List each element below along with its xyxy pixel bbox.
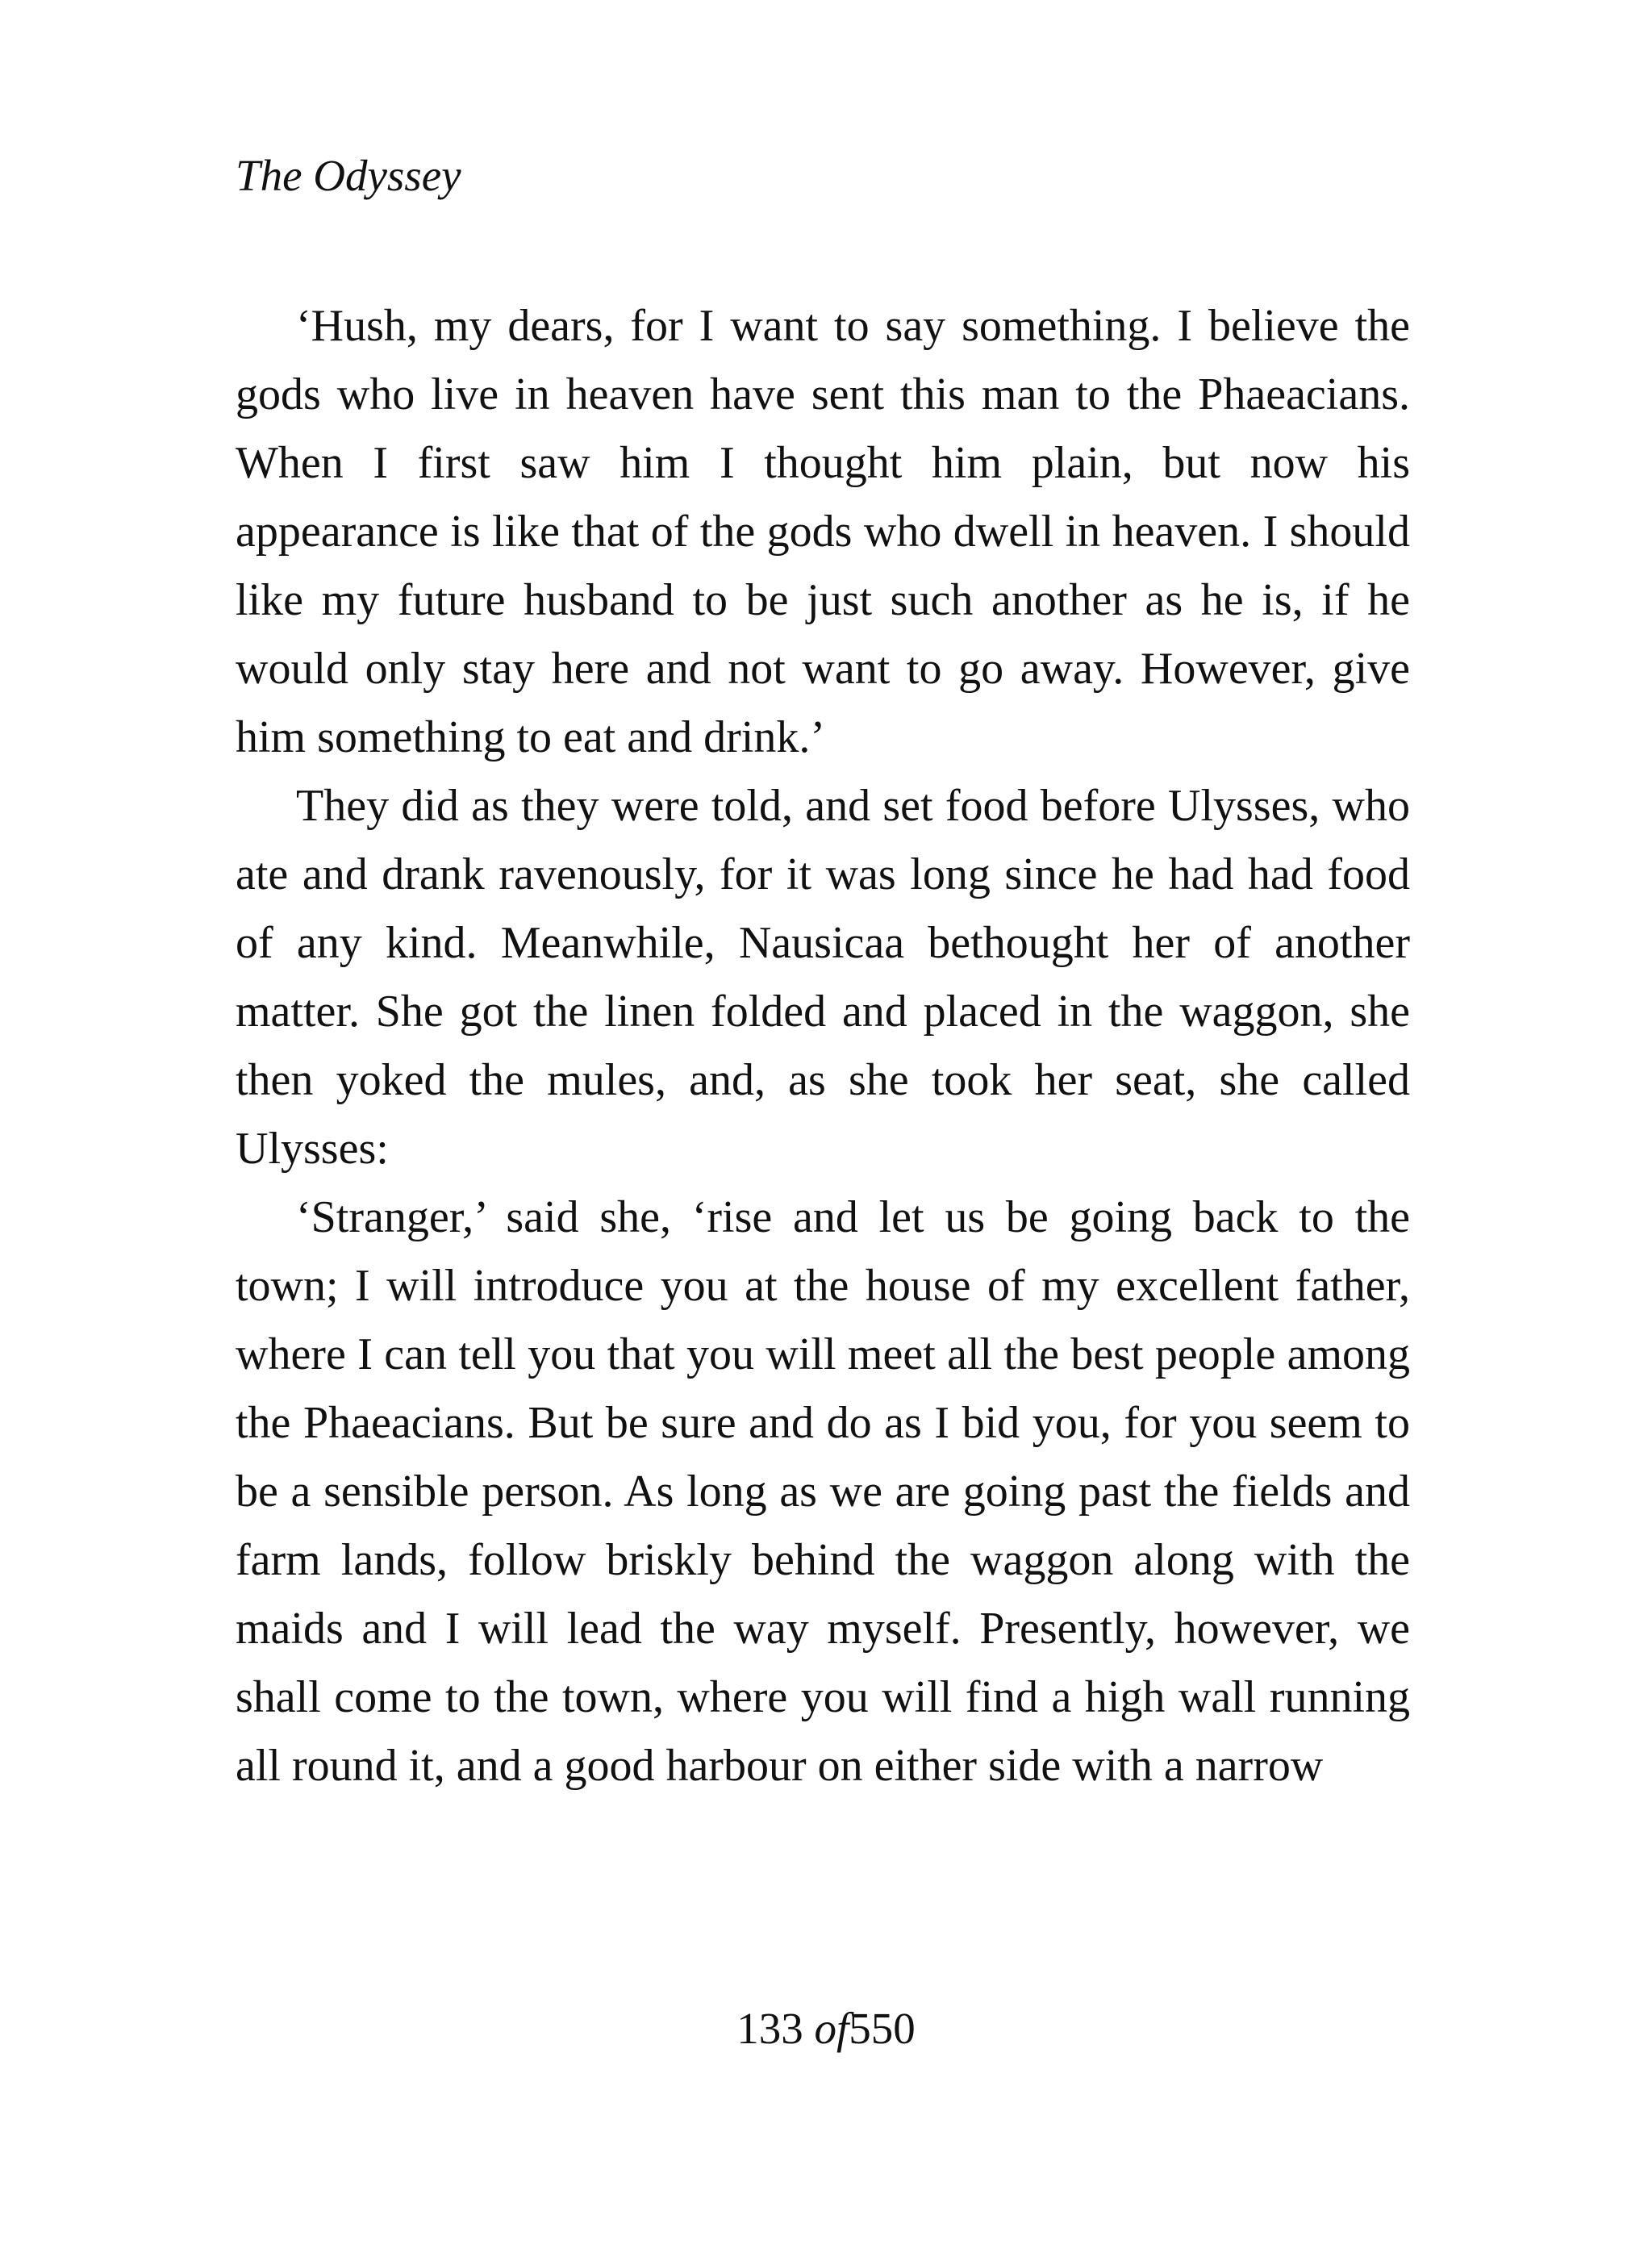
page-number-footer [0,2001,1652,2057]
page-body [236,292,1410,1800]
current-page-number: 133 [736,2004,803,2053]
total-pages: 550 [849,2004,916,2053]
paragraph: They did as they were told, and set food before Ulysses, who ate and drank ravenously, for it was long since he had had food of any kind. Meanwhile, Nausicaa bethought her of another matter. She got the linen folded and placed in the waggon, she then yoked the mules, and, as she took her seat, she called Ulysses: [236,781,1410,1174]
page-separator: of [814,2004,849,2053]
paragraph: ‘Stranger,’ said she, ‘rise and let us be going back to the town; I will introduce you at the house of my excellent father, where I can tell you that you will meet all the best people among the Phaeacians. But be sure and do as I bid you, for you seem to be a sensible person. As long as we are going past the fields and farm lands, follow briskly behind the waggon along with the maids and I will lead the way myself. Presently, however, we shall come to the town, where you will find a high wall running all round it, and a good harbour on either side with a narrow [236,1192,1410,1791]
running-title: The Odyssey [236,151,461,200]
paragraph: ‘Hush, my dears, for I want to say something. I believe the gods who live in heaven have sent this man to the Phaeacians. When I first saw him I thought him plain, but now his appearance is like that of the gods who dwell in heaven. I should like my future husband to be just such another as he is, if he would only stay here and not want to go away. However, give him something to eat and drink.’ [236,301,1410,762]
